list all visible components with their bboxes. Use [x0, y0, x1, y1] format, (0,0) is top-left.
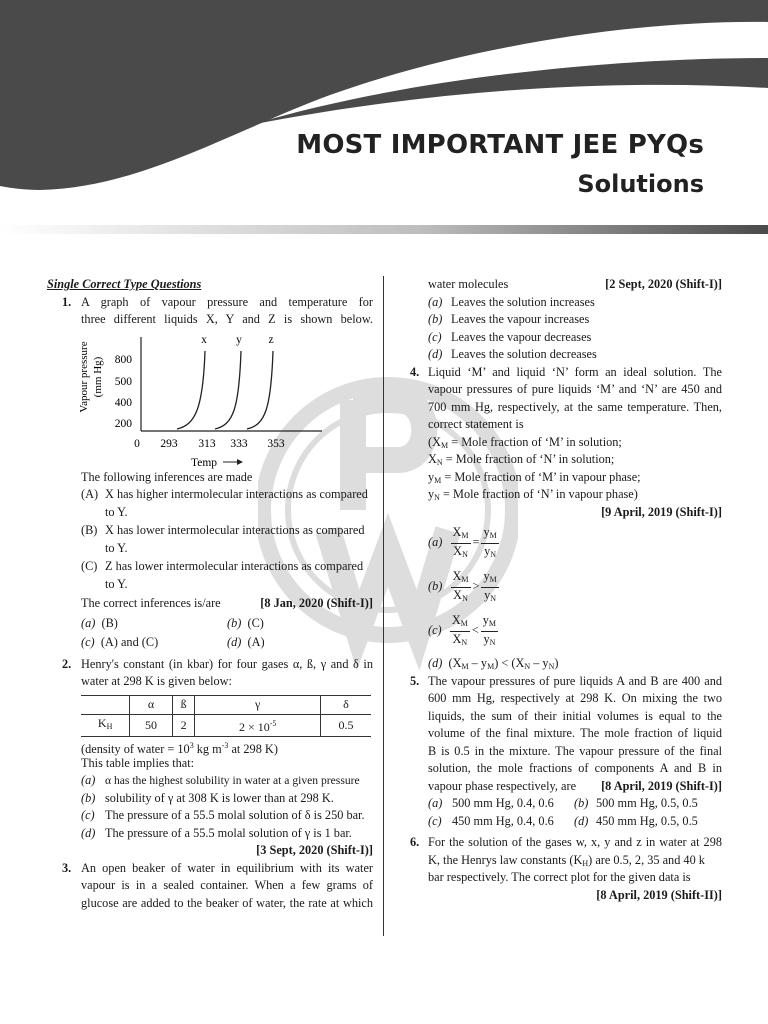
q5-text: volume of the final mixture. The mole fraction of liquid: [428, 726, 722, 740]
q3-number: 3.: [62, 860, 72, 875]
option-text: 450 mm Hg, 0.4, 0.6: [452, 813, 554, 828]
option-text: The pressure of a 55.5 molal solution of δ is 250 bar.: [105, 808, 365, 822]
comparison-operator: =: [472, 535, 480, 550]
option-text: α has the highest solubility in water at a given pressure: [105, 774, 360, 787]
q3-text: vapour is in a sealed container. When a few grams of: [81, 878, 373, 892]
inference-text: to Y.: [105, 576, 128, 591]
option-text: 500 mm Hg, 0.5, 0.5: [596, 796, 698, 810]
q2-source: [3 Sept, 2020 (Shift-I)]: [256, 843, 373, 857]
q2-text: Henry's constant (in kbar) for four gases α, ß, γ and δ in: [81, 656, 373, 671]
table-row-label: $K_H$: [97, 716, 113, 731]
q4-option: (d) $(X_M - y_M) < (X_N - y_N)$: [428, 656, 559, 671]
q4-definition: ($X_M$ = Mole fraction of ‘M’ in solution;: [428, 434, 622, 450]
ytick: 400: [114, 396, 132, 409]
option-tag: (b): [574, 796, 589, 810]
option-tag: (a): [428, 294, 443, 309]
q4-definition: $y_N$ = Mole fraction of ‘N’ in vapour phase): [428, 487, 638, 502]
q1-source: [8 Jan, 2020 (Shift-I)]: [260, 596, 373, 610]
q6-number: 6.: [410, 835, 420, 849]
inference-text: X has lower intermolecular interactions as compared: [105, 523, 365, 537]
inference-text: Z has lower intermolecular interactions as compared: [105, 559, 364, 573]
xtick: 293: [160, 437, 178, 450]
graph-ylabel-unit: (mm Hg): [92, 356, 104, 397]
ytick: 500: [114, 375, 132, 388]
graph-xlabel: Temp: [191, 456, 218, 469]
ytick: 800: [114, 353, 132, 366]
xtick: 333: [230, 437, 248, 450]
option-tag: (c): [428, 623, 442, 638]
inference-text: X has higher intermolecular interactions as compared: [105, 487, 368, 501]
page-title: MOST IMPORTANT JEE PYQs: [296, 130, 704, 160]
q4-text: Liquid ‘M’ and liquid ‘N’ form an ideal solution. The: [428, 364, 722, 379]
q5-text: The vapour pressures of pure liquids A and B are 400 and: [428, 673, 722, 688]
option-tag: (d): [428, 656, 443, 670]
option-tag: (a): [428, 535, 443, 550]
page-subtitle: Solutions: [577, 170, 704, 198]
table-cell: $2 \times 10^{-5}$: [195, 714, 320, 737]
graph-ylabel: Vapour pressure: [78, 340, 90, 413]
option-text: Leaves the solution decreases: [451, 347, 597, 361]
q3-text: glucose are added to the beaker of water, the rate at which: [81, 895, 373, 910]
curve-y: [215, 351, 241, 429]
q6-text: bar respectively. The correct plot for the given data is: [428, 870, 691, 884]
q4-definition: $X_N$ = Mole fraction of ‘N’ in solution;: [428, 452, 615, 467]
henry-constant-table: [81, 695, 371, 738]
q1-number: 1.: [62, 294, 72, 309]
table-header: δ: [320, 695, 371, 714]
inference-tag: (A): [81, 487, 99, 501]
option-text: Leaves the vapour decreases: [451, 329, 592, 344]
q2-text: water at 298 K is given below:: [81, 674, 232, 688]
option-text: Leaves the vapour increases: [451, 312, 590, 326]
vapour-pressure-graph: [77, 329, 337, 469]
q5-source: [8 April, 2019 (Shift-I)]: [601, 778, 722, 793]
option-text: solubility of γ at 308 K is lower than at 298 K.: [105, 790, 334, 805]
q6-source: [8 April, 2019 (Shift-II)]: [596, 887, 722, 902]
q4-option: (b) $\frac{X_M}{X_N}$ > $\frac{y_M}{y_N}$: [428, 568, 497, 603]
header-banner: [0, 0, 768, 240]
q4-definition: $y_M$ = Mole fraction of ‘M’ in vapour phase;: [428, 469, 641, 485]
q1-text: three different liquids X, Y and Z is shown below.: [81, 312, 373, 326]
q1-intro: The following inferences are made: [81, 469, 253, 484]
inference-tag: (B): [81, 523, 98, 537]
option-tag: (c): [428, 329, 442, 344]
curve-x: [177, 351, 205, 429]
q4-text: correct statement is: [428, 417, 524, 431]
option-tag: (a): [81, 615, 96, 630]
curve-label: z: [268, 333, 274, 346]
table-cell: 0.5: [320, 714, 371, 737]
option-tag: (b): [227, 615, 242, 630]
option-tag: (d): [81, 825, 96, 840]
section-title: Single Correct Type Questions: [47, 277, 202, 291]
option-tag: (d): [428, 347, 443, 361]
comparison-operator: <: [471, 623, 479, 638]
q2-density: (density of water = $10^3$ kg $m^{-3}$ at 298 K): [81, 741, 278, 756]
option-tag: (a): [428, 796, 443, 810]
q3-text-cont: water molecules: [428, 277, 509, 291]
table-cell: 50: [130, 714, 172, 737]
option-tag: (c): [428, 813, 442, 828]
option-text: (A): [247, 635, 265, 649]
q4-option: (a) $\frac{X_M}{X_N}$ = $\frac{y_M}{y_N}$: [428, 524, 497, 559]
q2-number: 2.: [62, 656, 72, 671]
xtick: 353: [267, 437, 285, 450]
table-header: γ: [195, 695, 320, 714]
q3-source: [2 Sept, 2020 (Shift-I)]: [605, 277, 722, 291]
option-tag: (c): [81, 808, 95, 822]
q5-text: B is 0.5 in the mixture. The vapour pressure of the final: [428, 743, 722, 758]
comparison-operator: >: [472, 579, 480, 594]
q5-text: vapour phase respectively, are: [428, 778, 577, 793]
q6-text: For the solution of the gases w, x, y and z in water at 298: [428, 835, 722, 849]
option-text: (B): [101, 615, 118, 630]
xtick: 0: [134, 437, 140, 450]
q4-text: vapour pressures of pure liquids ‘M’ and ‘N’ are 450 and: [428, 382, 722, 396]
ytick: 200: [114, 417, 132, 430]
table-cell: 2: [172, 714, 195, 737]
inference-tag: (C): [81, 559, 98, 573]
inference-text: to Y.: [105, 540, 128, 555]
table-header: α: [130, 695, 172, 714]
xtick: 313: [198, 437, 216, 450]
q1-ask: The correct inferences is/are: [81, 596, 221, 610]
table-header: [81, 695, 130, 714]
option-text: Leaves the solution increases: [451, 294, 595, 309]
option-tag: (b): [428, 312, 443, 326]
q3-text: An open beaker of water in equilibrium with its water: [81, 860, 373, 875]
column-divider: [383, 276, 384, 936]
option-text: The pressure of a 55.5 molal solution of γ is 1 bar.: [105, 825, 352, 840]
option-tag: (b): [81, 790, 96, 805]
q5-text: 600 mm Hg, respectively at 298 K. On mixing the two: [428, 691, 722, 705]
curve-label: y: [236, 333, 242, 346]
curve-z: [247, 351, 273, 429]
q1-text: A graph of vapour pressure and temperature for: [81, 294, 373, 309]
q5-number: 5.: [410, 673, 420, 688]
q1-line: [47, 294, 373, 312]
table-header: ß: [172, 695, 195, 714]
q2-implies: This table implies that:: [81, 755, 195, 770]
option-text: 500 mm Hg, 0.4, 0.6: [452, 796, 554, 810]
option-text: (A) and (C): [100, 635, 159, 649]
option-tag: (c): [81, 635, 95, 649]
q4-source: [9 April, 2019 (Shift-I)]: [601, 504, 722, 519]
q6-text: K, the Henrys law constants $(K_H)$ are 0.5, 2, 35 and 40 k: [428, 852, 705, 868]
inference-text: to Y.: [105, 504, 128, 519]
option-tag: (a): [81, 773, 96, 787]
q4-text: 700 mm Hg, respectively, at the same temperature. Then,: [428, 399, 722, 414]
q5-text: solution, the mole fractions of components A and B in: [428, 761, 722, 775]
q5-text: liquids, the sum of their initial volumes is equal to the: [428, 708, 722, 723]
left-column: [47, 276, 373, 912]
right-column: [392, 276, 722, 904]
option-text: 450 mm Hg, 0.5, 0.5: [596, 813, 698, 828]
option-tag: (d): [227, 635, 242, 649]
option-tag: (d): [574, 813, 589, 828]
option-tag: (b): [428, 579, 443, 594]
option-text: (C): [247, 615, 264, 630]
q4-option: (c) $\frac{X_M}{X_N}$ < $\frac{y_M}{y_N}$: [428, 612, 497, 647]
curve-label: x: [201, 333, 207, 346]
q4-number: 4.: [410, 364, 420, 379]
